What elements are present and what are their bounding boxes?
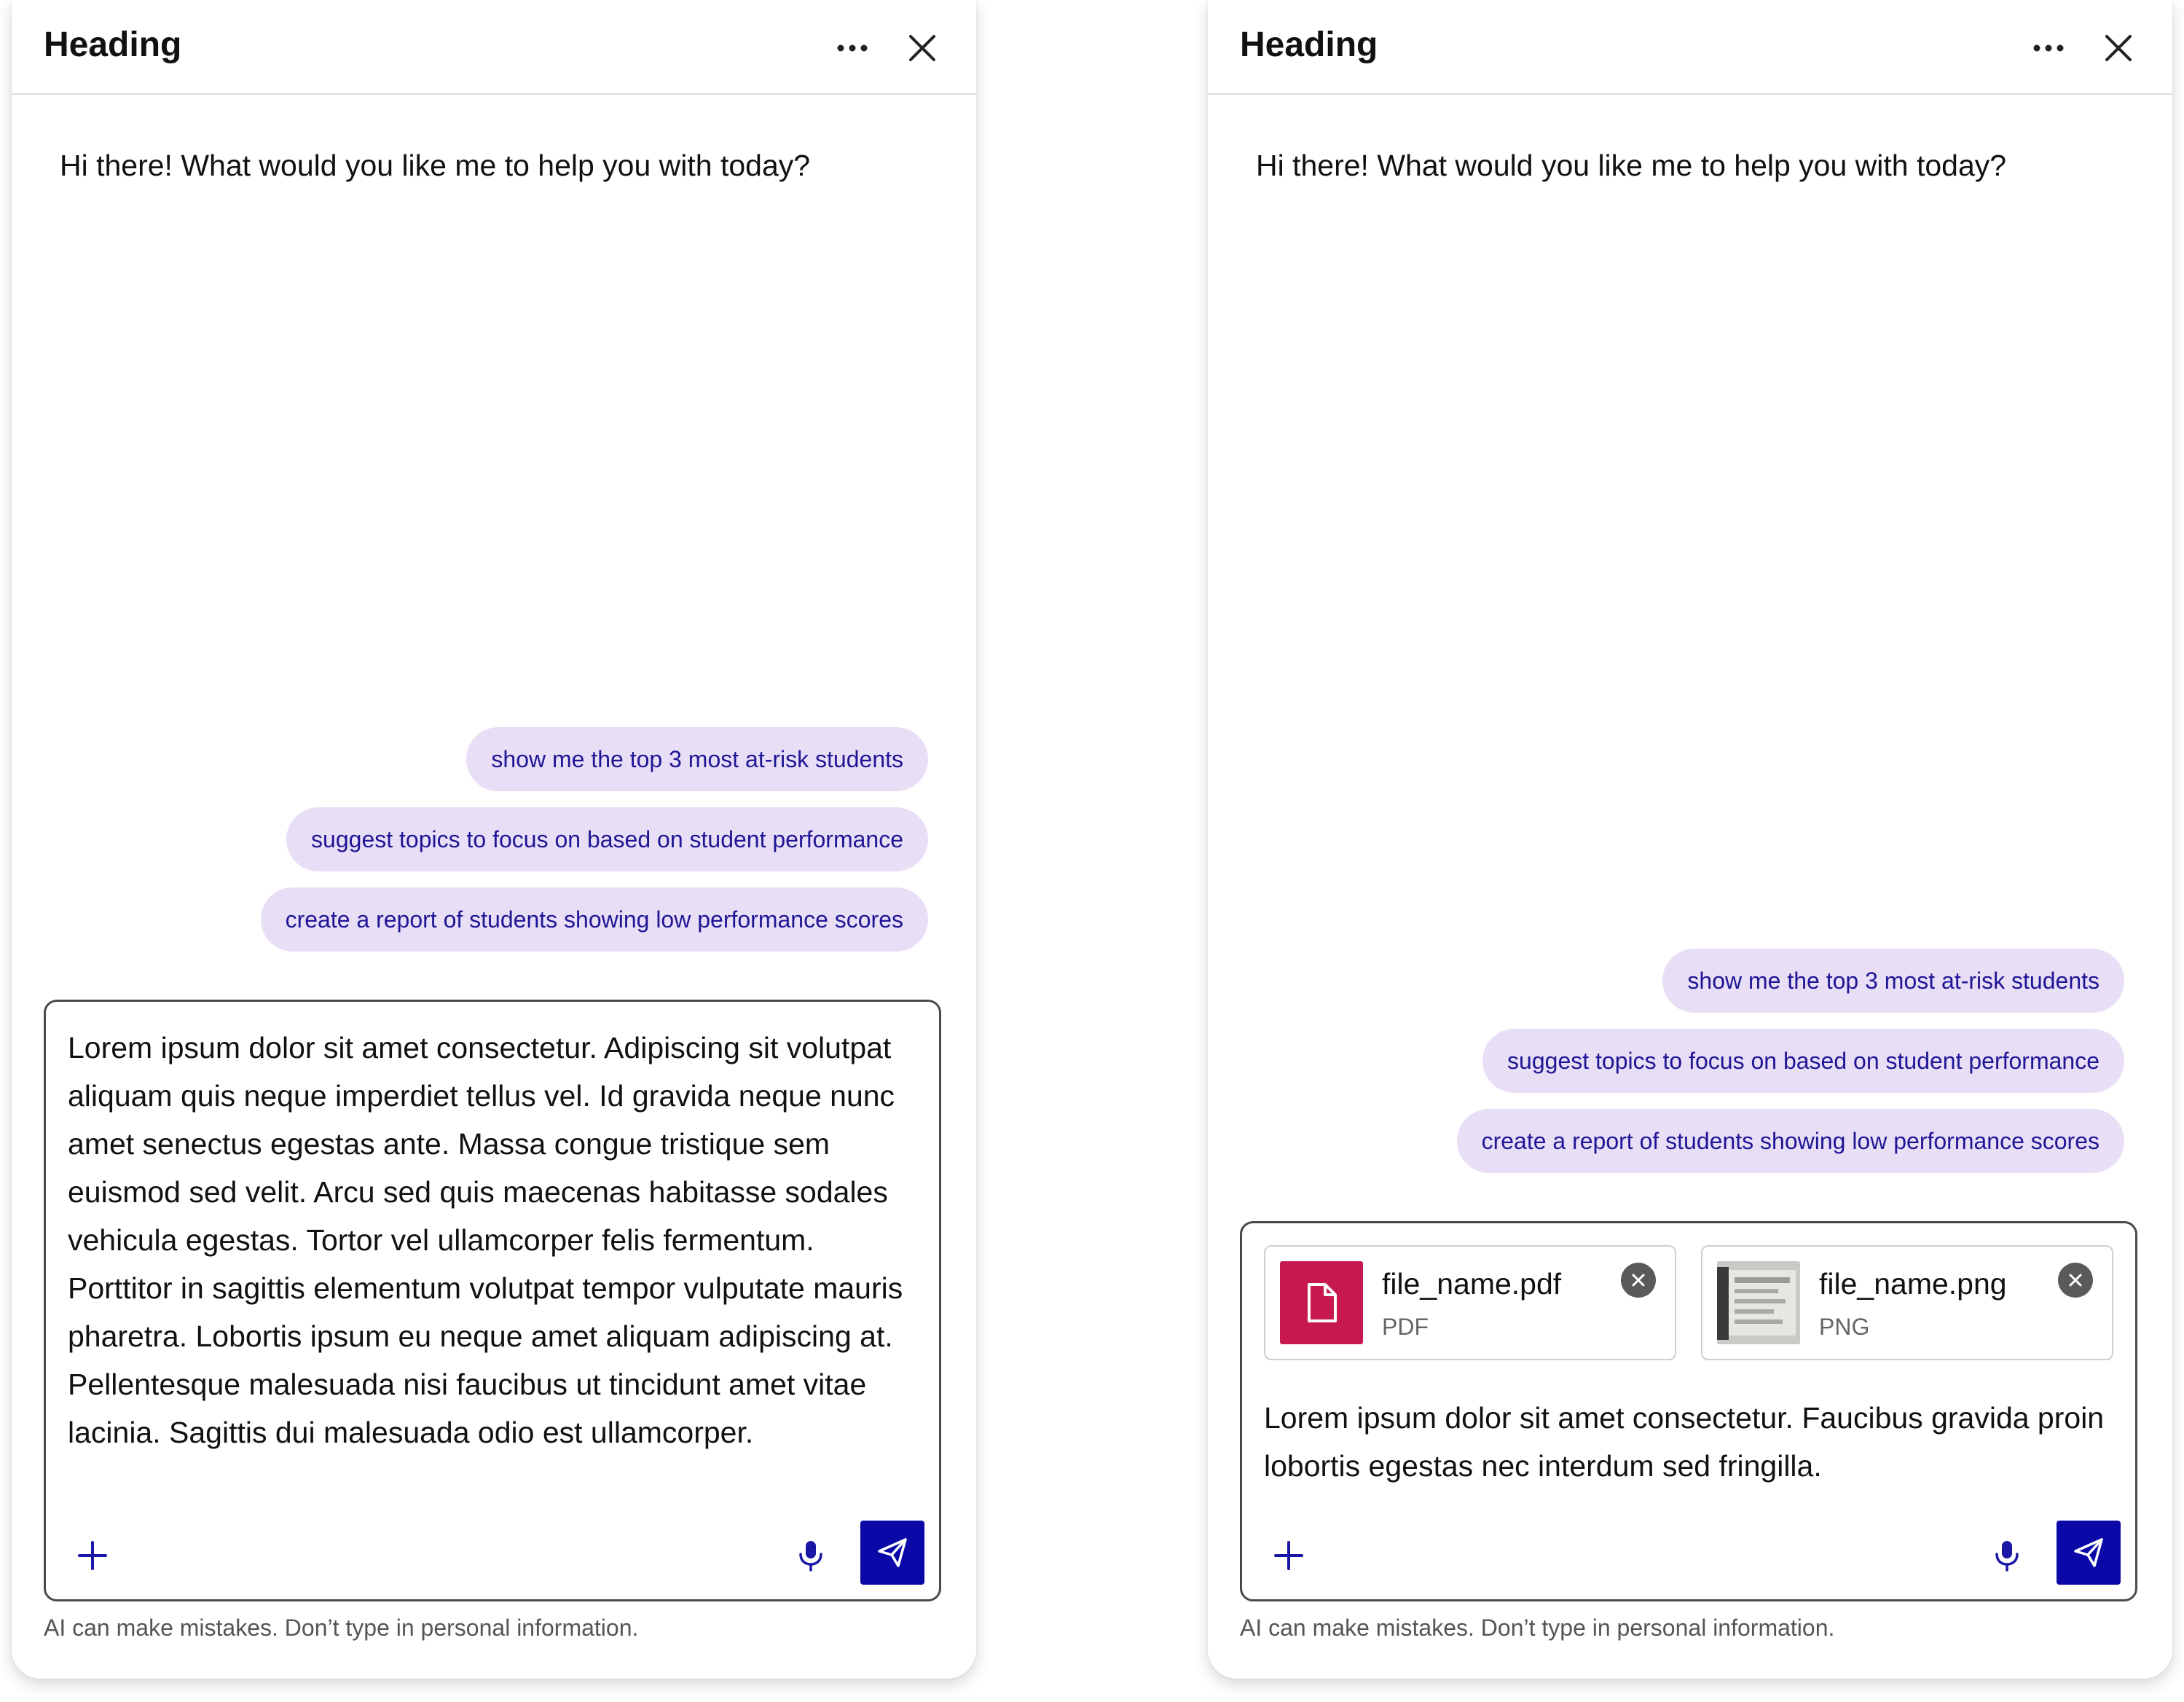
message-composer[interactable] [44, 1000, 941, 1601]
assistant-greeting: Hi there! What would you like me to help you with today? [60, 149, 811, 182]
add-attachment-button[interactable] [1268, 1535, 1309, 1576]
remove-attachment-button[interactable] [1621, 1263, 1656, 1298]
suggestion-chip[interactable]: suggest topics to focus on based on student performance [1482, 1029, 2124, 1093]
ai-disclaimer: AI can make mistakes. Don’t type in personal information. [1240, 1615, 1835, 1641]
png-thumbnail [1717, 1261, 1800, 1344]
image-thumbnail [1717, 1261, 1800, 1344]
attachment-type: PNG [1819, 1314, 1870, 1340]
message-input[interactable]: Lorem ipsum dolor sit amet consectetur. Faucibus gravida proin lobortis egestas nec interdum sed fringilla. [1264, 1401, 2105, 1483]
more-options-button[interactable] [2027, 26, 2070, 70]
panel-heading: Heading [1240, 26, 1378, 64]
send-icon [2071, 1535, 2106, 1570]
suggestion-chip[interactable]: create a report of students showing low performance scores [261, 887, 928, 952]
document-icon [1280, 1261, 1363, 1344]
remove-attachment-button[interactable] [2058, 1263, 2093, 1298]
more-horizontal-icon [830, 26, 874, 70]
panel-header [1208, 0, 2172, 95]
more-options-button[interactable] [830, 26, 874, 70]
attachment-name: file_name.png [1819, 1267, 2007, 1301]
add-attachment-button[interactable] [72, 1535, 113, 1576]
remove-attachment-icon [2067, 1271, 2084, 1289]
plus-icon [1268, 1535, 1309, 1576]
panel-header [12, 0, 976, 95]
send-button[interactable] [860, 1521, 924, 1585]
suggestion-chip[interactable]: show me the top 3 most at-risk students [466, 727, 928, 791]
ai-disclaimer: AI can make mistakes. Don’t type in personal information. [44, 1615, 639, 1641]
voice-input-button[interactable] [792, 1537, 830, 1574]
more-horizontal-icon [2027, 26, 2070, 70]
send-icon [875, 1535, 910, 1570]
voice-input-button[interactable] [1988, 1537, 2026, 1574]
attachment-type: PDF [1382, 1314, 1429, 1340]
plus-icon [72, 1535, 113, 1576]
microphone-icon [1988, 1537, 2026, 1574]
close-icon [900, 26, 944, 70]
close-button[interactable] [2097, 26, 2140, 70]
close-button[interactable] [900, 26, 944, 70]
chat-panel [12, 0, 976, 1679]
suggestion-chip[interactable]: show me the top 3 most at-risk students [1662, 949, 2124, 1013]
microphone-icon [792, 1537, 830, 1574]
suggestion-chip[interactable]: suggest topics to focus on based on student performance [286, 807, 928, 871]
chat-panel [1208, 0, 2172, 1679]
attachment-card[interactable] [1264, 1245, 1676, 1360]
remove-attachment-icon [1630, 1271, 1647, 1289]
pdf-thumbnail [1280, 1261, 1363, 1344]
assistant-greeting: Hi there! What would you like me to help you with today? [1256, 149, 2007, 182]
suggestion-chip[interactable]: create a report of students showing low performance scores [1457, 1109, 2124, 1173]
message-composer[interactable] [1240, 1221, 2137, 1601]
send-button[interactable] [2057, 1521, 2121, 1585]
attachment-name: file_name.pdf [1382, 1267, 1562, 1301]
panel-heading: Heading [44, 26, 182, 64]
close-icon [2097, 26, 2140, 70]
attachment-card[interactable] [1701, 1245, 2113, 1360]
message-input[interactable]: Lorem ipsum dolor sit amet consectetur. Adipiscing sit volutpat aliquam quis neque imperdiet tellus vel. Id gravida neque nunc amet senectus egestas ante. Massa congue tristique sem euismod sed velit. Arcu sed quis maecenas habitasse sodales vehicula egestas. Tortor vel ullamcorper felis fermentum. Porttitor in sagittis elementum volutpat tempor vulputate mauris pharetra. Lobortis ipsum eu neque amet aliquam adipiscing at. Pellentesque malesuada nisi faucibus ut tincidunt amet vitae lacinia. Sagittis dui malesuada odio est ullamcorper. [68, 1031, 903, 1449]
